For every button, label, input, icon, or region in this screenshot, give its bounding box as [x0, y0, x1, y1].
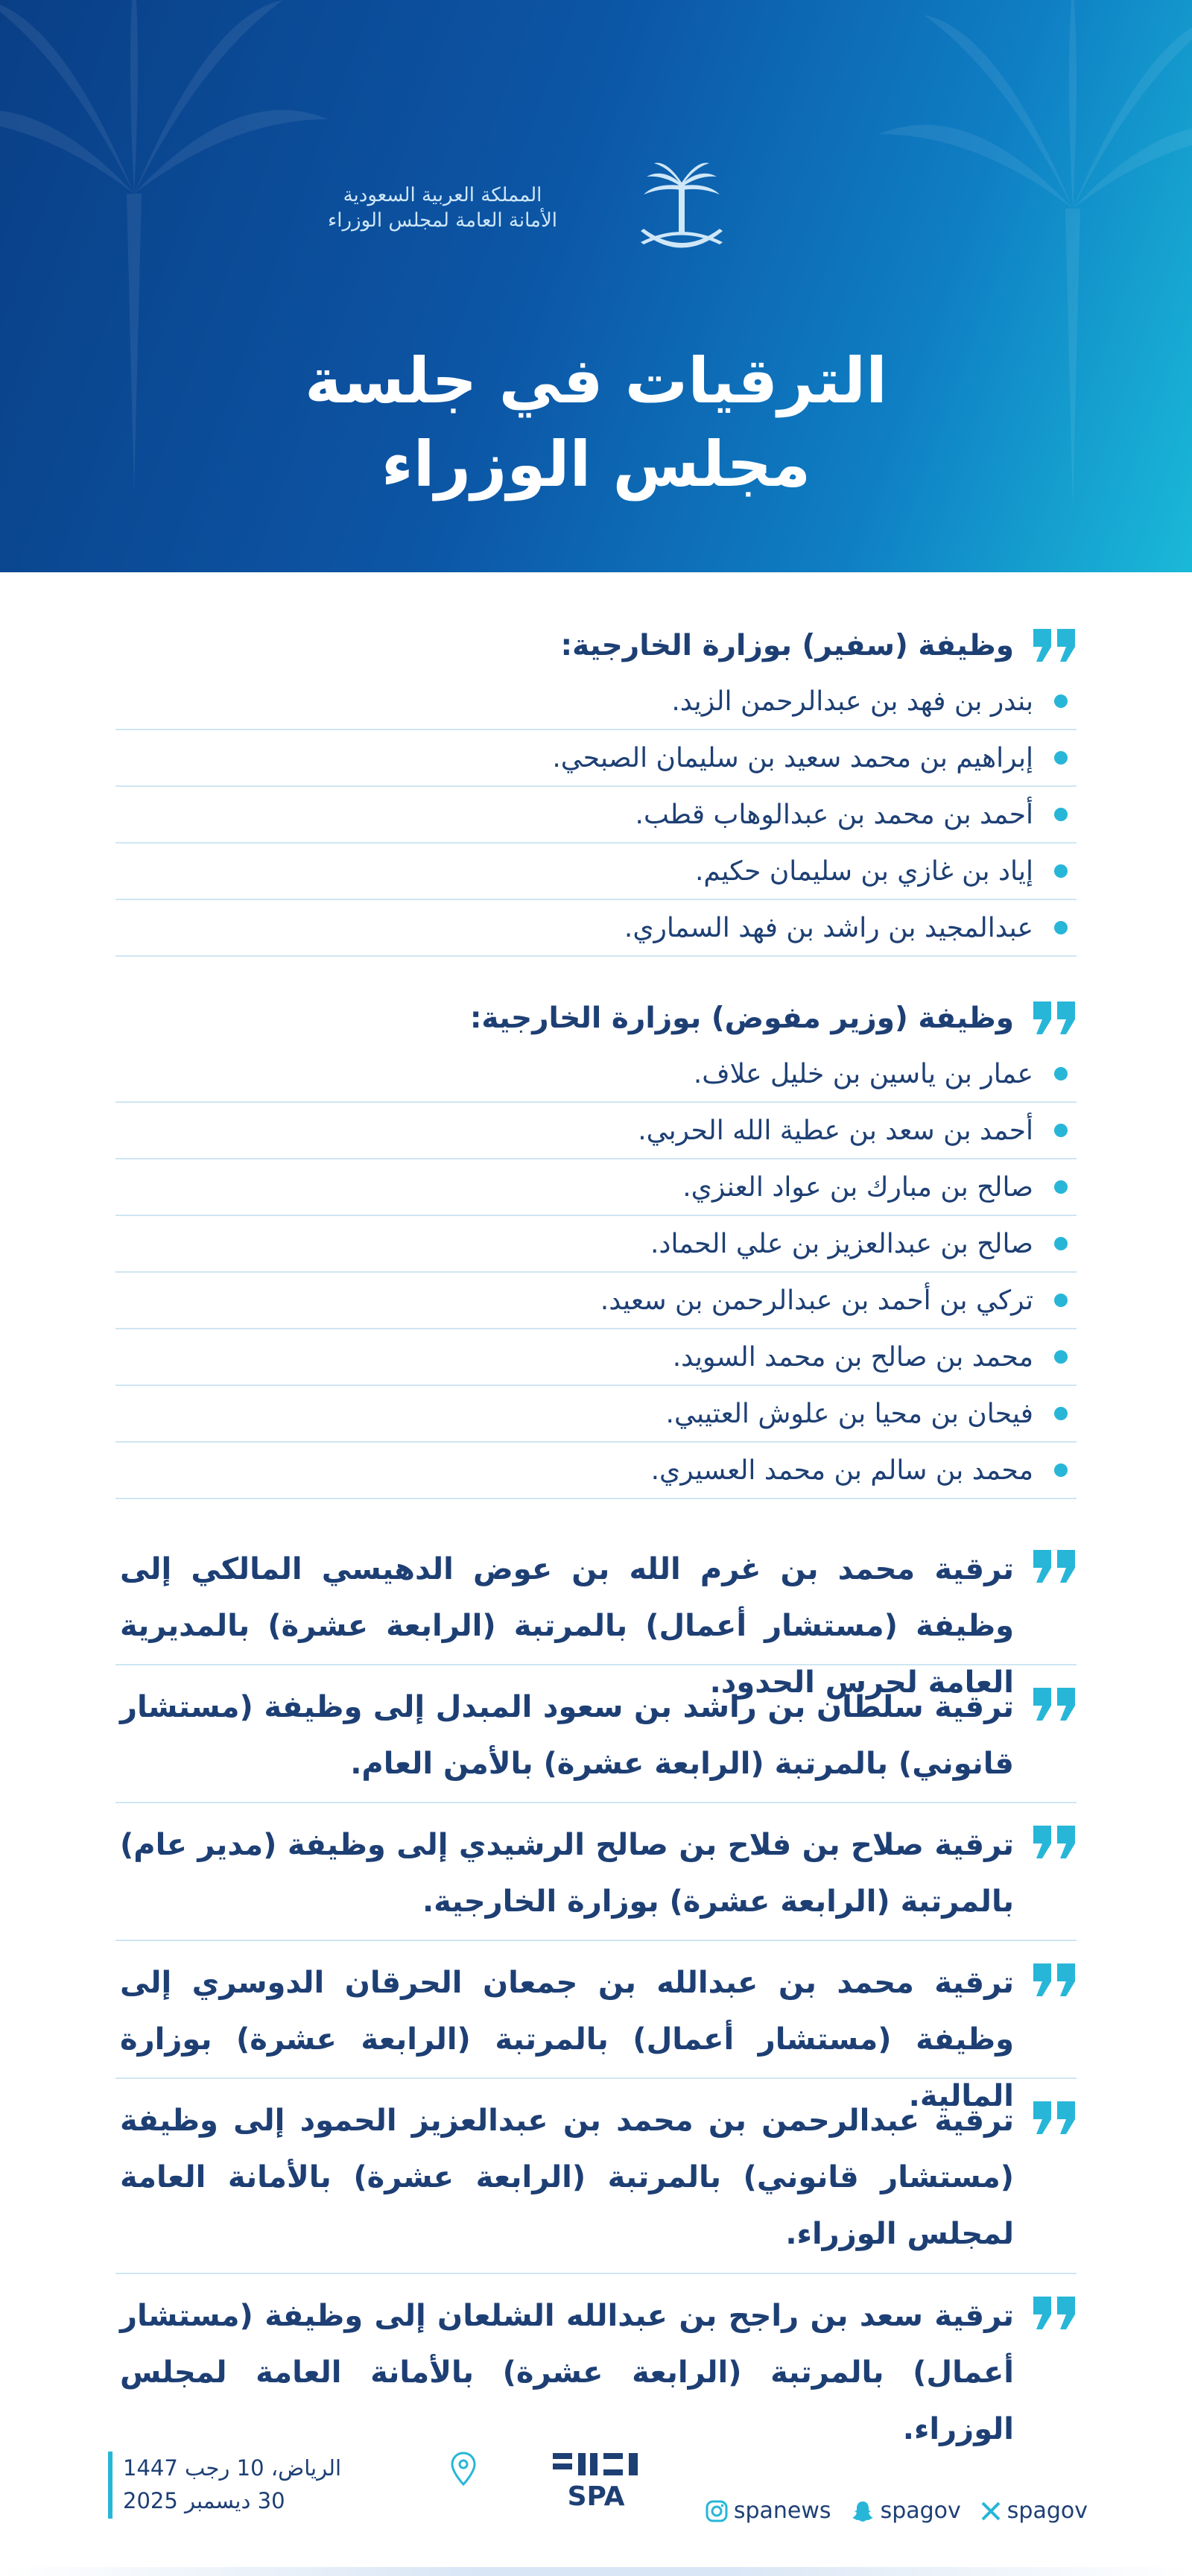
bullet-icon [1054, 1237, 1068, 1250]
section-heading-text: وظيفة (سفير) بوزارة الخارجية: [560, 628, 1014, 662]
bullet-icon [1054, 864, 1068, 878]
social-snapchat[interactable] [851, 2498, 961, 2524]
divider [115, 1940, 1077, 1941]
bullet-icon [1054, 694, 1068, 708]
list-item [115, 674, 1077, 730]
section-heading-text: وظيفة (وزير مفوض) بوزارة الخارجية: [469, 1001, 1014, 1035]
list-item [115, 1216, 1077, 1273]
location-pin-icon [451, 2452, 476, 2486]
social-instagram-handle: spanews [733, 2498, 831, 2524]
bullet-icon [1054, 1350, 1068, 1364]
section-heading [115, 990, 1077, 1046]
promotion-text: ترقية محمد بن عبدالله بن جمعان الحرقان الدوسري إلى وظيفة (مستشار أعمال) بالمرتبة (الرابعة عشرة) بوزارة المالية. [120, 1966, 1014, 2113]
quote-icon [1033, 1001, 1077, 1034]
social-snapchat-handle: spagov [880, 2498, 961, 2524]
date-block [108, 2452, 341, 2519]
name-text: محمد بن صالح بن محمد السويد. [672, 1341, 1033, 1373]
list-item [115, 900, 1077, 957]
name-text: عمار بن ياسين بن خليل علاف. [693, 1058, 1033, 1089]
list-item [115, 1159, 1077, 1216]
name-text: أحمد بن محمد بن عبدالوهاب قطب. [635, 799, 1033, 830]
list-item [115, 844, 1077, 900]
name-list [115, 674, 1077, 957]
palm-swords-icon [633, 160, 730, 265]
header-banner [0, 0, 1192, 572]
quote-icon [1033, 1688, 1077, 1721]
instagram-icon [706, 2500, 728, 2522]
list-item [115, 1103, 1077, 1159]
list-item [115, 787, 1077, 844]
bullet-icon [1054, 808, 1068, 821]
name-text: إياد بن غازي بن سليمان حكيم. [694, 855, 1033, 887]
title-line-1: الترقيات في جلسة [305, 344, 887, 417]
divider [115, 2273, 1077, 2274]
name-text: تركي بن أحمد بن عبدالرحمن بن سعيد. [600, 1285, 1033, 1316]
spa-logo [551, 2450, 641, 2510]
quote-icon [1033, 1826, 1077, 1858]
promotion-item [115, 2092, 1077, 2262]
social-x-handle: spagov [1006, 2498, 1088, 2524]
bullet-icon [1054, 1463, 1068, 1477]
list-item [115, 1329, 1077, 1386]
promotion-item [115, 1817, 1077, 1930]
promotion-text: ترقية عبدالرحمن بن محمد بن عبدالعزيز الحمود إلى وظيفة (مستشار قانوني) بالمرتبة (الرابعة عشرة) بالأمانة العامة لمجلس الوزراء. [120, 2104, 1014, 2251]
quote-icon [1033, 2297, 1077, 2329]
name-text: إبراهيم بن محمد سعيد بن سليمان الصبحي. [552, 742, 1033, 773]
bullet-icon [1054, 1294, 1068, 1307]
quote-icon [1033, 2101, 1077, 2134]
list-item [115, 1046, 1077, 1103]
promotion-text: ترقية محمد بن غرم الله بن عوض الدهيسي المالكي إلى وظيفة (مستشار أعمال) بالمرتبة (الرابعة عشرة) بالمديرية العامة لحرس الحدود. [120, 1552, 1014, 1700]
footer-bar [0, 2567, 1192, 2576]
list-item [115, 1273, 1077, 1329]
page-title [0, 339, 1192, 506]
name-text: عبدالمجيد بن راشد بن فهد السماري. [624, 912, 1033, 943]
name-text: صالح بن عبدالعزيز بن علي الحماد. [650, 1228, 1033, 1259]
promotion-item [115, 1679, 1077, 1792]
divider [115, 1802, 1077, 1803]
divider [115, 1664, 1077, 1665]
section-minister-plenipotentiary [115, 990, 1077, 1499]
spa-logo-text: SPA [567, 2481, 625, 2510]
social-x[interactable] [980, 2498, 1088, 2524]
list-item [115, 730, 1077, 787]
promotion-text: ترقية صلاح بن فلاح بن صالح الرشيدي إلى وظيفة (مدير عام) بالمرتبة (الرابعة عشرة) بوزارة الخارجية. [120, 1828, 1014, 1919]
bullet-icon [1054, 1407, 1068, 1420]
promotion-text: ترقية سعد بن راجح بن عبدالله الشلعان إلى وظيفة (مستشار أعمال) بالمرتبة (الرابعة عشرة) بالأمانة العامة لمجلس الوزراء. [120, 2299, 1014, 2446]
name-text: صالح بن مبارك بن عواد العنزي. [682, 1171, 1033, 1203]
promotion-text: ترقية سلطان بن راشد بن سعود المبدل إلى وظيفة (مستشار قانوني) بالمرتبة (الرابعة عشرة) بالأمن العام. [120, 1690, 1014, 1781]
quote-icon [1033, 629, 1077, 662]
name-list [115, 1046, 1077, 1499]
x-icon [980, 2501, 1001, 2522]
government-emblem [328, 160, 730, 272]
list-item [115, 1386, 1077, 1443]
title-line-2: مجلس الوزراء [381, 428, 811, 501]
date-hijri: الرياض، 10 رجب 1447 [123, 2455, 342, 2481]
social-links [706, 2498, 1088, 2524]
snapchat-icon [851, 2499, 875, 2523]
bullet-icon [1054, 751, 1068, 765]
date-gregorian: 30 ديسمبر 2025 [123, 2488, 285, 2513]
footer [0, 2429, 1192, 2576]
name-text: محمد بن سالم بن محمد العسيري. [650, 1455, 1033, 1486]
social-instagram[interactable] [706, 2498, 831, 2524]
divider [115, 2077, 1077, 2079]
name-text: فيحان بن محيا بن علوش العتيبي. [665, 1398, 1033, 1429]
name-text: أحمد بن سعد بن عطية الله الحربي. [638, 1115, 1033, 1146]
bullet-icon [1054, 921, 1068, 934]
quote-icon [1033, 1963, 1077, 1996]
section-ambassador [115, 617, 1077, 957]
name-text: بندر بن فهد بن عبدالرحمن الزيد. [671, 686, 1033, 717]
emblem-line-1: المملكة العربية السعودية [343, 184, 542, 206]
quote-icon [1033, 1550, 1077, 1583]
list-item [115, 1443, 1077, 1499]
section-heading [115, 617, 1077, 674]
bullet-icon [1054, 1067, 1068, 1080]
bullet-icon [1054, 1124, 1068, 1137]
bullet-icon [1054, 1180, 1068, 1194]
emblem-text [328, 183, 557, 233]
emblem-line-2: الأمانة العامة لمجلس الوزراء [328, 209, 557, 232]
